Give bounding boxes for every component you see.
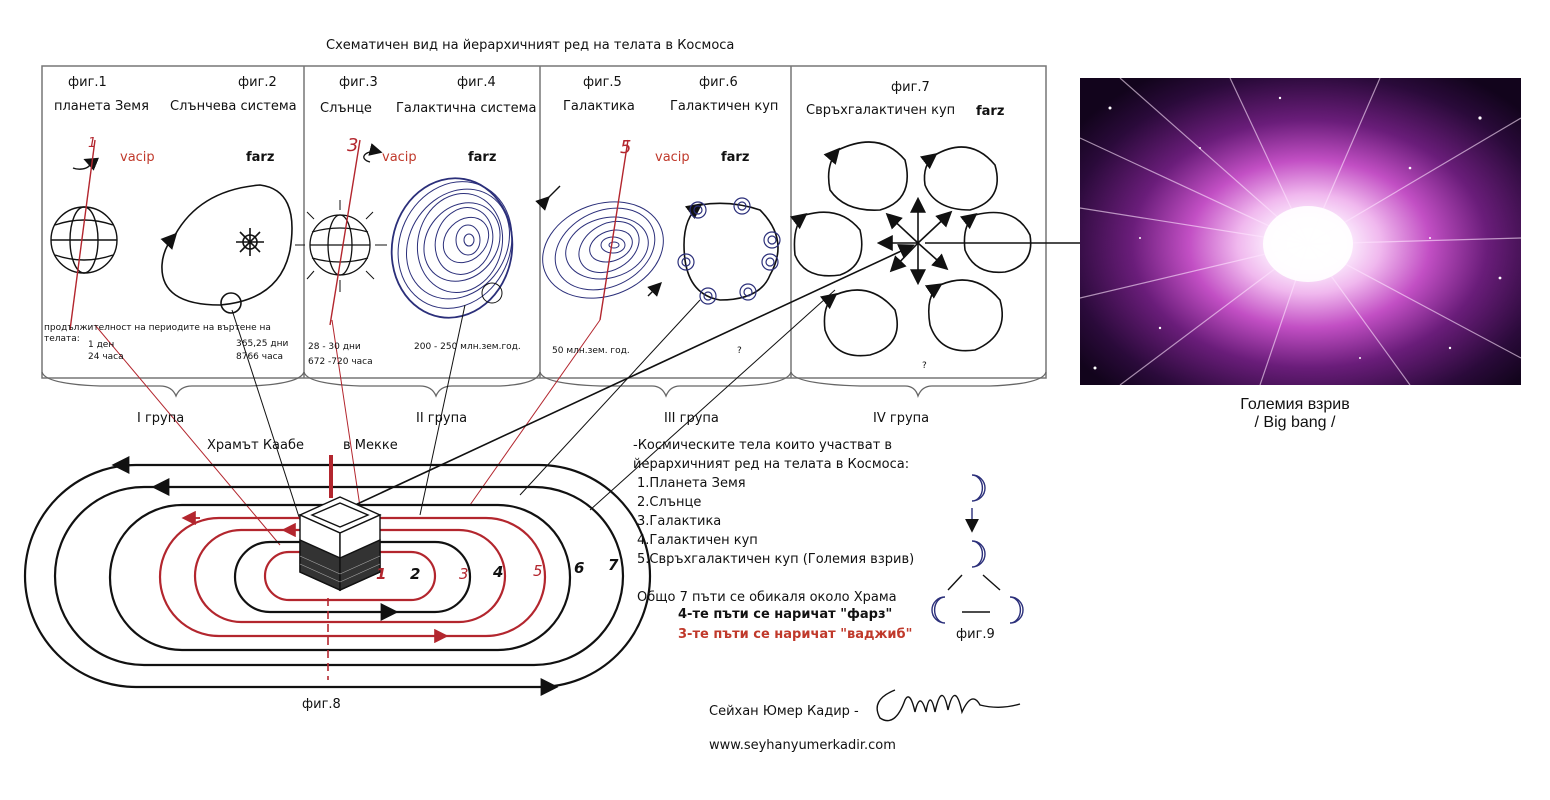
period-earth-days: 1 ден	[88, 340, 115, 350]
total-laps-text: Общо 7 пъти се обикаля около Храма	[637, 590, 897, 605]
list-item: 2.Слънце	[637, 495, 702, 510]
farz-tag-4: farz	[976, 104, 1005, 119]
fig6-number: фиг.6	[699, 75, 738, 90]
period-galactic-system: 200 - 250 млн.зем.год.	[414, 342, 521, 352]
description-intro-1: -Космическите тела които участват в	[633, 438, 893, 453]
galactic-system-drawing	[378, 163, 533, 328]
big-bang-label	[1145, 396, 1445, 432]
sun-drawing	[295, 151, 387, 292]
big-bang-image	[1080, 78, 1521, 385]
period-cluster: ?	[737, 346, 742, 356]
fig9-number: фиг.9	[956, 627, 995, 642]
fig3-name: Слънце	[320, 101, 372, 116]
lap-number-5: 5	[533, 562, 543, 580]
fig5-number: фиг.5	[583, 75, 622, 90]
period-galaxy: 50 млн.зем. год.	[552, 346, 630, 356]
lap-number-6: 6	[574, 559, 585, 577]
fig5-name: Галактика	[563, 99, 635, 114]
page-title: Схематичен вид на йерархичният ред на телата в Космоса	[326, 38, 735, 53]
axis-number-1: 1	[88, 136, 97, 151]
vacip-tag-1: vacip	[120, 150, 155, 165]
vacip-tag-2: vacip	[382, 150, 417, 165]
fig7-number: фиг.7	[891, 80, 930, 95]
axis-number-5: 5	[620, 137, 632, 158]
big-bang-line1: Големия взрив	[1240, 396, 1350, 413]
mecca-label: в Мекке	[343, 438, 398, 453]
fig1-name: планета Земя	[54, 99, 149, 114]
farz-tag-1: farz	[246, 150, 275, 165]
description-intro-2: йерархичният ред на телата в Космоса:	[633, 457, 910, 472]
big-bang-line2: / Big bang /	[1254, 414, 1336, 431]
farz-tag-3: farz	[721, 150, 750, 165]
farz-note: 4-те пъти се наричат "фарз"	[678, 607, 893, 622]
fig7-name: Свръхгалактичен куп	[806, 103, 956, 118]
group-1: I група	[137, 411, 185, 426]
periods-label: продължителност на периодите на въртене на телата:	[44, 323, 271, 344]
kaaba-cube	[300, 497, 380, 590]
solar-system-drawing	[162, 185, 292, 313]
farz-tag-2: farz	[468, 150, 497, 165]
supercluster-center-arrows	[880, 200, 950, 282]
website-link[interactable]: www.seyhanyumerkadir.com	[709, 738, 896, 753]
period-supercluster: ?	[922, 361, 927, 371]
fig9-drawing	[932, 475, 1023, 623]
period-earth-hours: 24 часа	[88, 352, 124, 362]
group-2: II група	[416, 411, 468, 426]
fig4-name: Галактична система	[396, 101, 537, 116]
list-item: 5.Свръхгалактичен куп (Големия взрив)	[637, 552, 915, 567]
group-braces	[42, 372, 1046, 396]
vajib-note: 3-те пъти се наричат "ваджиб"	[678, 627, 913, 642]
period-solar-days: 365,25 дни	[236, 339, 289, 349]
earth-drawing	[51, 160, 117, 273]
fig2-name: Слънчева система	[170, 99, 297, 114]
kaaba-label: Храмът Каабе	[207, 438, 304, 453]
sun-axis	[330, 135, 360, 325]
author-name: Сейхан Юмер Кадир -	[709, 704, 859, 719]
lap-number-2: 2	[410, 565, 421, 583]
fig4-number: фиг.4	[457, 75, 496, 90]
galaxy-drawing	[529, 186, 677, 315]
fig2-number: фиг.2	[238, 75, 277, 90]
galaxy-axis	[600, 140, 628, 320]
period-solar-hours: 8766 часа	[236, 352, 284, 362]
fig6-name: Галактичен куп	[670, 99, 779, 114]
list-item: 3.Галактика	[637, 514, 722, 529]
lap-number-1: 1	[376, 565, 387, 583]
lap-number-7: 7	[608, 556, 619, 574]
signature	[877, 690, 1020, 721]
list-item: 1.Планета Земя	[637, 476, 746, 491]
lap-number-3: 3	[459, 565, 469, 583]
fig1-number: фиг.1	[68, 75, 107, 90]
fig8-number: фиг.8	[302, 697, 341, 712]
axis-number-3: 3	[347, 135, 359, 156]
period-sun-days: 28 - 30 дни	[308, 342, 361, 352]
vacip-tag-3: vacip	[655, 150, 690, 165]
period-sun-hours: 672 -720 часа	[308, 357, 373, 367]
group-3: III група	[664, 411, 719, 426]
lap-number-4: 4	[493, 563, 504, 581]
group-4: IV група	[873, 411, 930, 426]
list-item: 4.Галактичен куп	[637, 533, 758, 548]
fig3-number: фиг.3	[339, 75, 378, 90]
